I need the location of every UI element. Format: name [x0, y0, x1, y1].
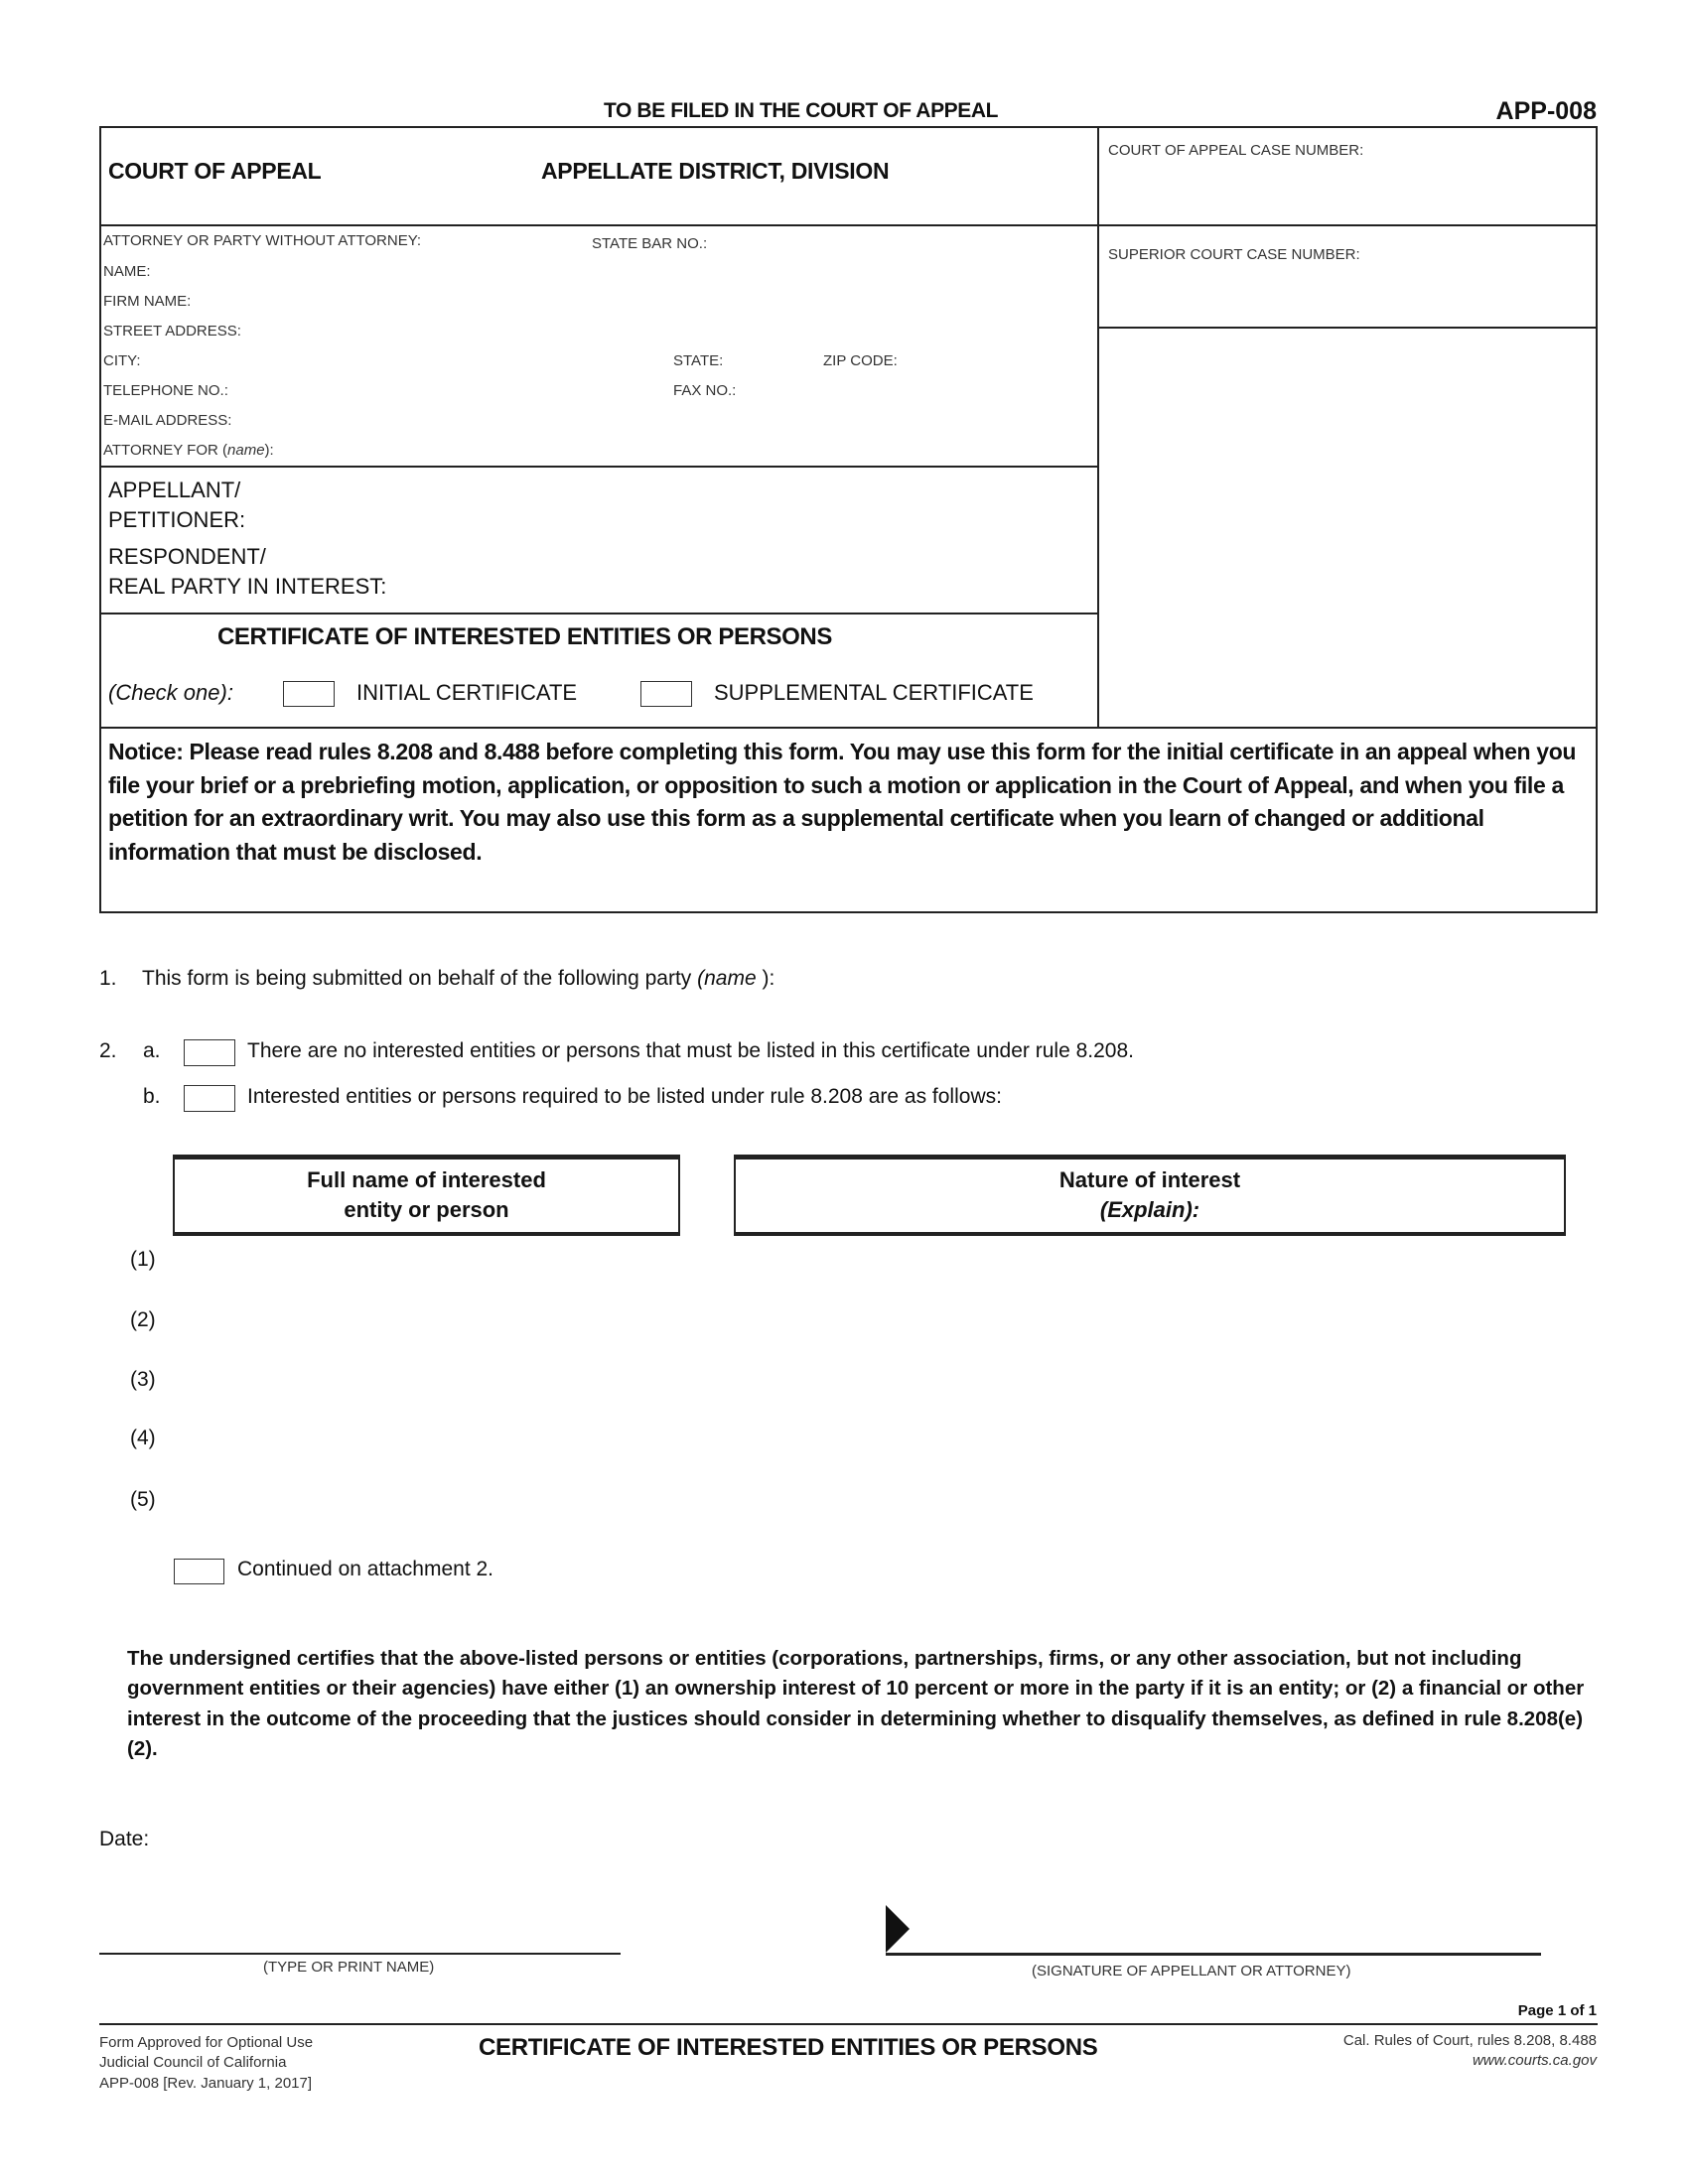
- date-field[interactable]: Date:: [99, 1828, 150, 1850]
- signature-label: (SIGNATURE OF APPELLANT OR ATTORNEY): [1032, 1963, 1351, 1979]
- continued-attachment-checkbox[interactable]: [174, 1559, 224, 1584]
- item-2a-label: a.: [143, 1039, 161, 1062]
- state-bar-field[interactable]: STATE BAR NO.:: [592, 235, 708, 252]
- continued-attachment-label: Continued on attachment 2.: [237, 1558, 494, 1580]
- item-1-text[interactable]: [142, 967, 774, 991]
- certificate-title: CERTIFICATE OF INTERESTED ENTITIES OR PERSONS: [217, 623, 832, 650]
- attorney-for-label: ATTORNEY FOR (: [103, 442, 228, 459]
- column-divider: [1097, 126, 1099, 728]
- page-number: Page 1 of 1: [1517, 2002, 1597, 2019]
- parties-bottom: [99, 613, 1098, 614]
- column-header-full-name-line2: entity or person: [344, 1197, 509, 1222]
- notice-text: Notice: Please read rules 8.208 and 8.488 before completing this form. You may use this form for the initial certificate in an appeal when you file your brief or a prebriefing motion, application, or opposition to such a motion or application in the Court of Appeal, and when you file a petition for an extraordinary writ. You may also use this form as a supplemental certificate when you learn of changed or additional information that must be disclosed.: [108, 739, 1577, 865]
- footer-left-1: Form Approved for Optional Use: [99, 2034, 314, 2051]
- item-1-label: This form is being submitted on behalf of the following party: [142, 967, 698, 990]
- superior-box-bottom: [1097, 327, 1598, 329]
- item-1-italic: (name: [697, 967, 757, 990]
- firm-name-field[interactable]: FIRM NAME:: [103, 293, 192, 310]
- appellant-label-2[interactable]: PETITIONER:: [108, 507, 246, 532]
- form-number: APP-008: [1495, 97, 1597, 125]
- signature-arrow-icon: [886, 1905, 912, 1955]
- district-label: APPELLATE DISTRICT, DIVISION: [541, 158, 890, 184]
- fax-field[interactable]: FAX NO.:: [673, 382, 737, 399]
- entity-row-4[interactable]: (4): [130, 1427, 156, 1449]
- initial-certificate-label: INITIAL CERTIFICATE: [356, 680, 578, 705]
- check-one-label: (Check one):: [108, 680, 233, 705]
- item-2-number: 2.: [99, 1039, 117, 1062]
- supplemental-certificate-label: SUPPLEMENTAL CERTIFICATE: [714, 680, 1034, 705]
- footer-right-1: Cal. Rules of Court, rules 8.208, 8.488: [1342, 2032, 1597, 2049]
- attorney-for-field[interactable]: [103, 442, 274, 459]
- superior-court-case-number-field[interactable]: SUPERIOR COURT CASE NUMBER:: [1108, 246, 1360, 263]
- item-1-number: 1.: [99, 967, 117, 990]
- column-header-nature-line2: (Explain):: [1099, 1197, 1200, 1222]
- notice-top: [99, 727, 1598, 729]
- court-of-appeal-case-number-field[interactable]: COURT OF APPEAL CASE NUMBER:: [1108, 142, 1364, 159]
- street-address-field[interactable]: STREET ADDRESS:: [103, 323, 241, 340]
- item-2a-text: There are no interested entities or persons that must be listed in this certificate under rule 8.208.: [247, 1039, 1134, 1062]
- zip-code-field[interactable]: ZIP CODE:: [823, 352, 898, 369]
- filing-note: TO BE FILED IN THE COURT OF APPEAL: [604, 99, 999, 122]
- entity-row-1[interactable]: (1): [130, 1248, 156, 1271]
- footer-left-2: Judicial Council of California: [99, 2054, 287, 2071]
- form-left-border: [99, 126, 101, 912]
- form-right-border: [1596, 126, 1598, 912]
- respondent-label-1: RESPONDENT/: [108, 544, 266, 569]
- item-2b-checkbox[interactable]: [184, 1085, 235, 1112]
- attorney-for-end: ):: [264, 442, 274, 459]
- footer-title: CERTIFICATE OF INTERESTED ENTITIES OR PERSONS: [479, 2034, 1098, 2061]
- supplemental-certificate-checkbox[interactable]: [640, 681, 692, 707]
- entity-row-5[interactable]: (5): [130, 1488, 156, 1511]
- certification-text: The undersigned certifies that the above-listed persons or entities (corporations, partnerships, firms, or any other association, but not including government entities or their agencies) have either (1) an ownership interest of 10 percent or more in the party if it is an entity; or (2) a financial or other interest in the outcome of the proceeding that the justices should consider in determining whether to disqualify themselves, as defined in rule 8.208(e)(2).: [127, 1647, 1585, 1760]
- attorney-for-italic: name: [227, 442, 265, 459]
- attorney-bottom: [99, 466, 1098, 468]
- city-field[interactable]: CITY:: [103, 352, 141, 369]
- name-field[interactable]: NAME:: [103, 263, 151, 280]
- footer-website-link[interactable]: www.courts.ca.gov: [1472, 2052, 1597, 2069]
- form-top-border: [99, 126, 1598, 128]
- column-header-full-name: [173, 1155, 680, 1236]
- item-2b-label: b.: [143, 1085, 161, 1108]
- telephone-field[interactable]: TELEPHONE NO.:: [103, 382, 228, 399]
- column-header-full-name-line1: Full name of interested: [307, 1167, 546, 1192]
- column-header-nature-line1: Nature of interest: [1058, 1167, 1241, 1192]
- state-field[interactable]: STATE:: [673, 352, 724, 369]
- print-name-label: (TYPE OR PRINT NAME): [263, 1959, 435, 1976]
- email-field[interactable]: E-MAIL ADDRESS:: [103, 412, 232, 429]
- signature-line[interactable]: [886, 1953, 1541, 1956]
- court-label: COURT OF APPEAL: [108, 158, 322, 184]
- notice-bottom: [99, 911, 1598, 913]
- entity-row-3[interactable]: (3): [130, 1368, 156, 1391]
- attorney-heading: ATTORNEY OR PARTY WITHOUT ATTORNEY:: [103, 232, 422, 249]
- court-row-divider: [99, 224, 1598, 226]
- footer-left-3: APP-008 [Rev. January 1, 2017]: [99, 2075, 313, 2092]
- item-1-end: ):: [756, 967, 775, 990]
- entity-row-2[interactable]: (2): [130, 1308, 156, 1331]
- item-2b-text: Interested entities or persons required to be listed under rule 8.208 are as follows:: [247, 1085, 1002, 1108]
- print-name-line[interactable]: [99, 1953, 621, 1955]
- item-2a-checkbox[interactable]: [184, 1039, 235, 1066]
- initial-certificate-checkbox[interactable]: [283, 681, 335, 707]
- appellant-label-1: APPELLANT/: [108, 478, 241, 502]
- column-header-nature: [734, 1155, 1566, 1236]
- respondent-label-2[interactable]: REAL PARTY IN INTEREST:: [108, 574, 387, 599]
- footer-rule: [99, 2023, 1598, 2025]
